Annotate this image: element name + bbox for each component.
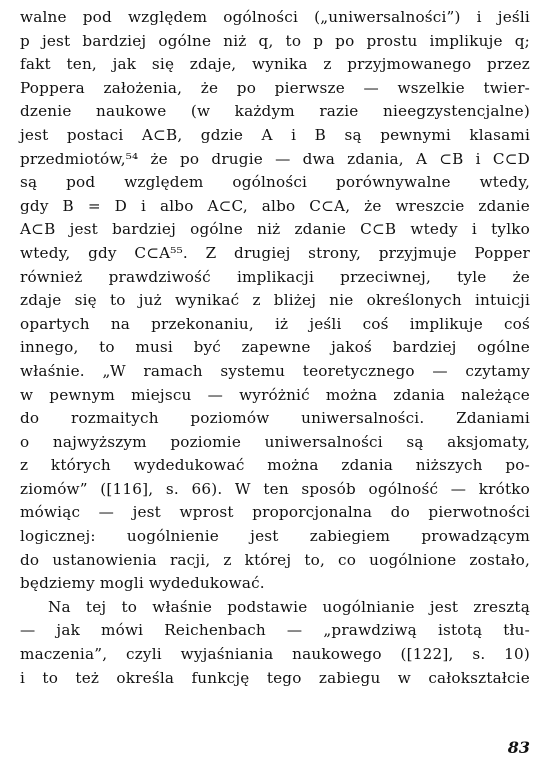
text-line: gdy B = D i albo A⊂C, albo C⊂A, że wreszcie zdanie [20,196,530,215]
text-line: do rozmaitych poziomów uniwersalności. Zdaniami [20,409,530,428]
text-line: Poppera założenia, że po pierwsze — wszelkie twier- [20,78,530,97]
text-line: mówiąc — jest wprost proporcjonalna do pierwotności [20,503,530,522]
text-line: fakt ten, jak się zdaje, wynika z przyjmowanego przez [20,55,530,74]
text-line: ziomów” ([116], s. 66). W ten sposób ogólność — krótko [20,479,530,498]
text-line: właśnie. „W ramach systemu teoretycznego — czytamy [20,361,530,380]
text-line: p jest bardziej ogólne niż q, to p po prostu implikuje q; [20,31,530,50]
text-line: przedmiotów,⁵⁴ że po drugie — dwa zdania, A ⊂B i C⊂D [20,149,530,168]
page-text [20,6,530,690]
text-line: z których wydedukować można zdania niższych po- [20,456,530,475]
text-line: są pod względem ogólności porównywalne wtedy, [20,173,530,192]
text-line: o najwyższym poziomie uniwersalności są aksjomaty, [20,432,530,451]
text-line: do ustanowienia racji, z której to, co uogólnione zostało, [20,550,530,569]
text-line: zdaje się to już wynikać z bliżej nie określonych intuicji [20,291,530,310]
text-line: innego, to musi być zapewne jakoś bardziej ogólne [20,338,530,357]
text-line: maczenia”, czyli wyjaśniania naukowego ([122], s. 10) [20,645,530,664]
text-line: logicznej: uogólnienie jest zabiegiem prowadzącym [20,527,530,546]
text-line: Na tej to właśnie podstawie uogólnianie jest zresztą [48,597,530,616]
paragraph-1 [20,6,530,596]
text-line: opartych na przekonaniu, iż jeśli coś implikuje coś [20,314,530,333]
text-line: i to też określa funkcję tego zabiegu w całokształcie [20,668,530,687]
page-number: 83 [507,738,530,757]
text-line: A⊂B jest bardziej ogólne niż zdanie C⊂B wtedy i tylko [20,220,530,239]
text-line: w pewnym miejscu — wyróżnić można zdania należące [20,385,530,404]
text-line: jest postaci A⊂B, gdzie A i B są pewnymi klasami [20,125,530,144]
text-line: walne pod względem ogólności („uniwersalności”) i jeśli [20,8,530,26]
text-line: dzenie naukowe (w każdym razie nieegzystencjalne) [20,102,530,121]
text-line: również prawdziwość implikacji przeciwnej, tyle że [20,267,530,286]
text-line: wtedy, gdy C⊂A⁵⁵. Z drugiej strony, przyjmuje Popper [20,243,530,262]
text-line: — jak mówi Reichenbach — „prawdziwą istotą tłu- [20,621,530,640]
paragraph-2 [20,596,530,690]
text-line: będziemy mogli wydedukować. [20,574,265,593]
